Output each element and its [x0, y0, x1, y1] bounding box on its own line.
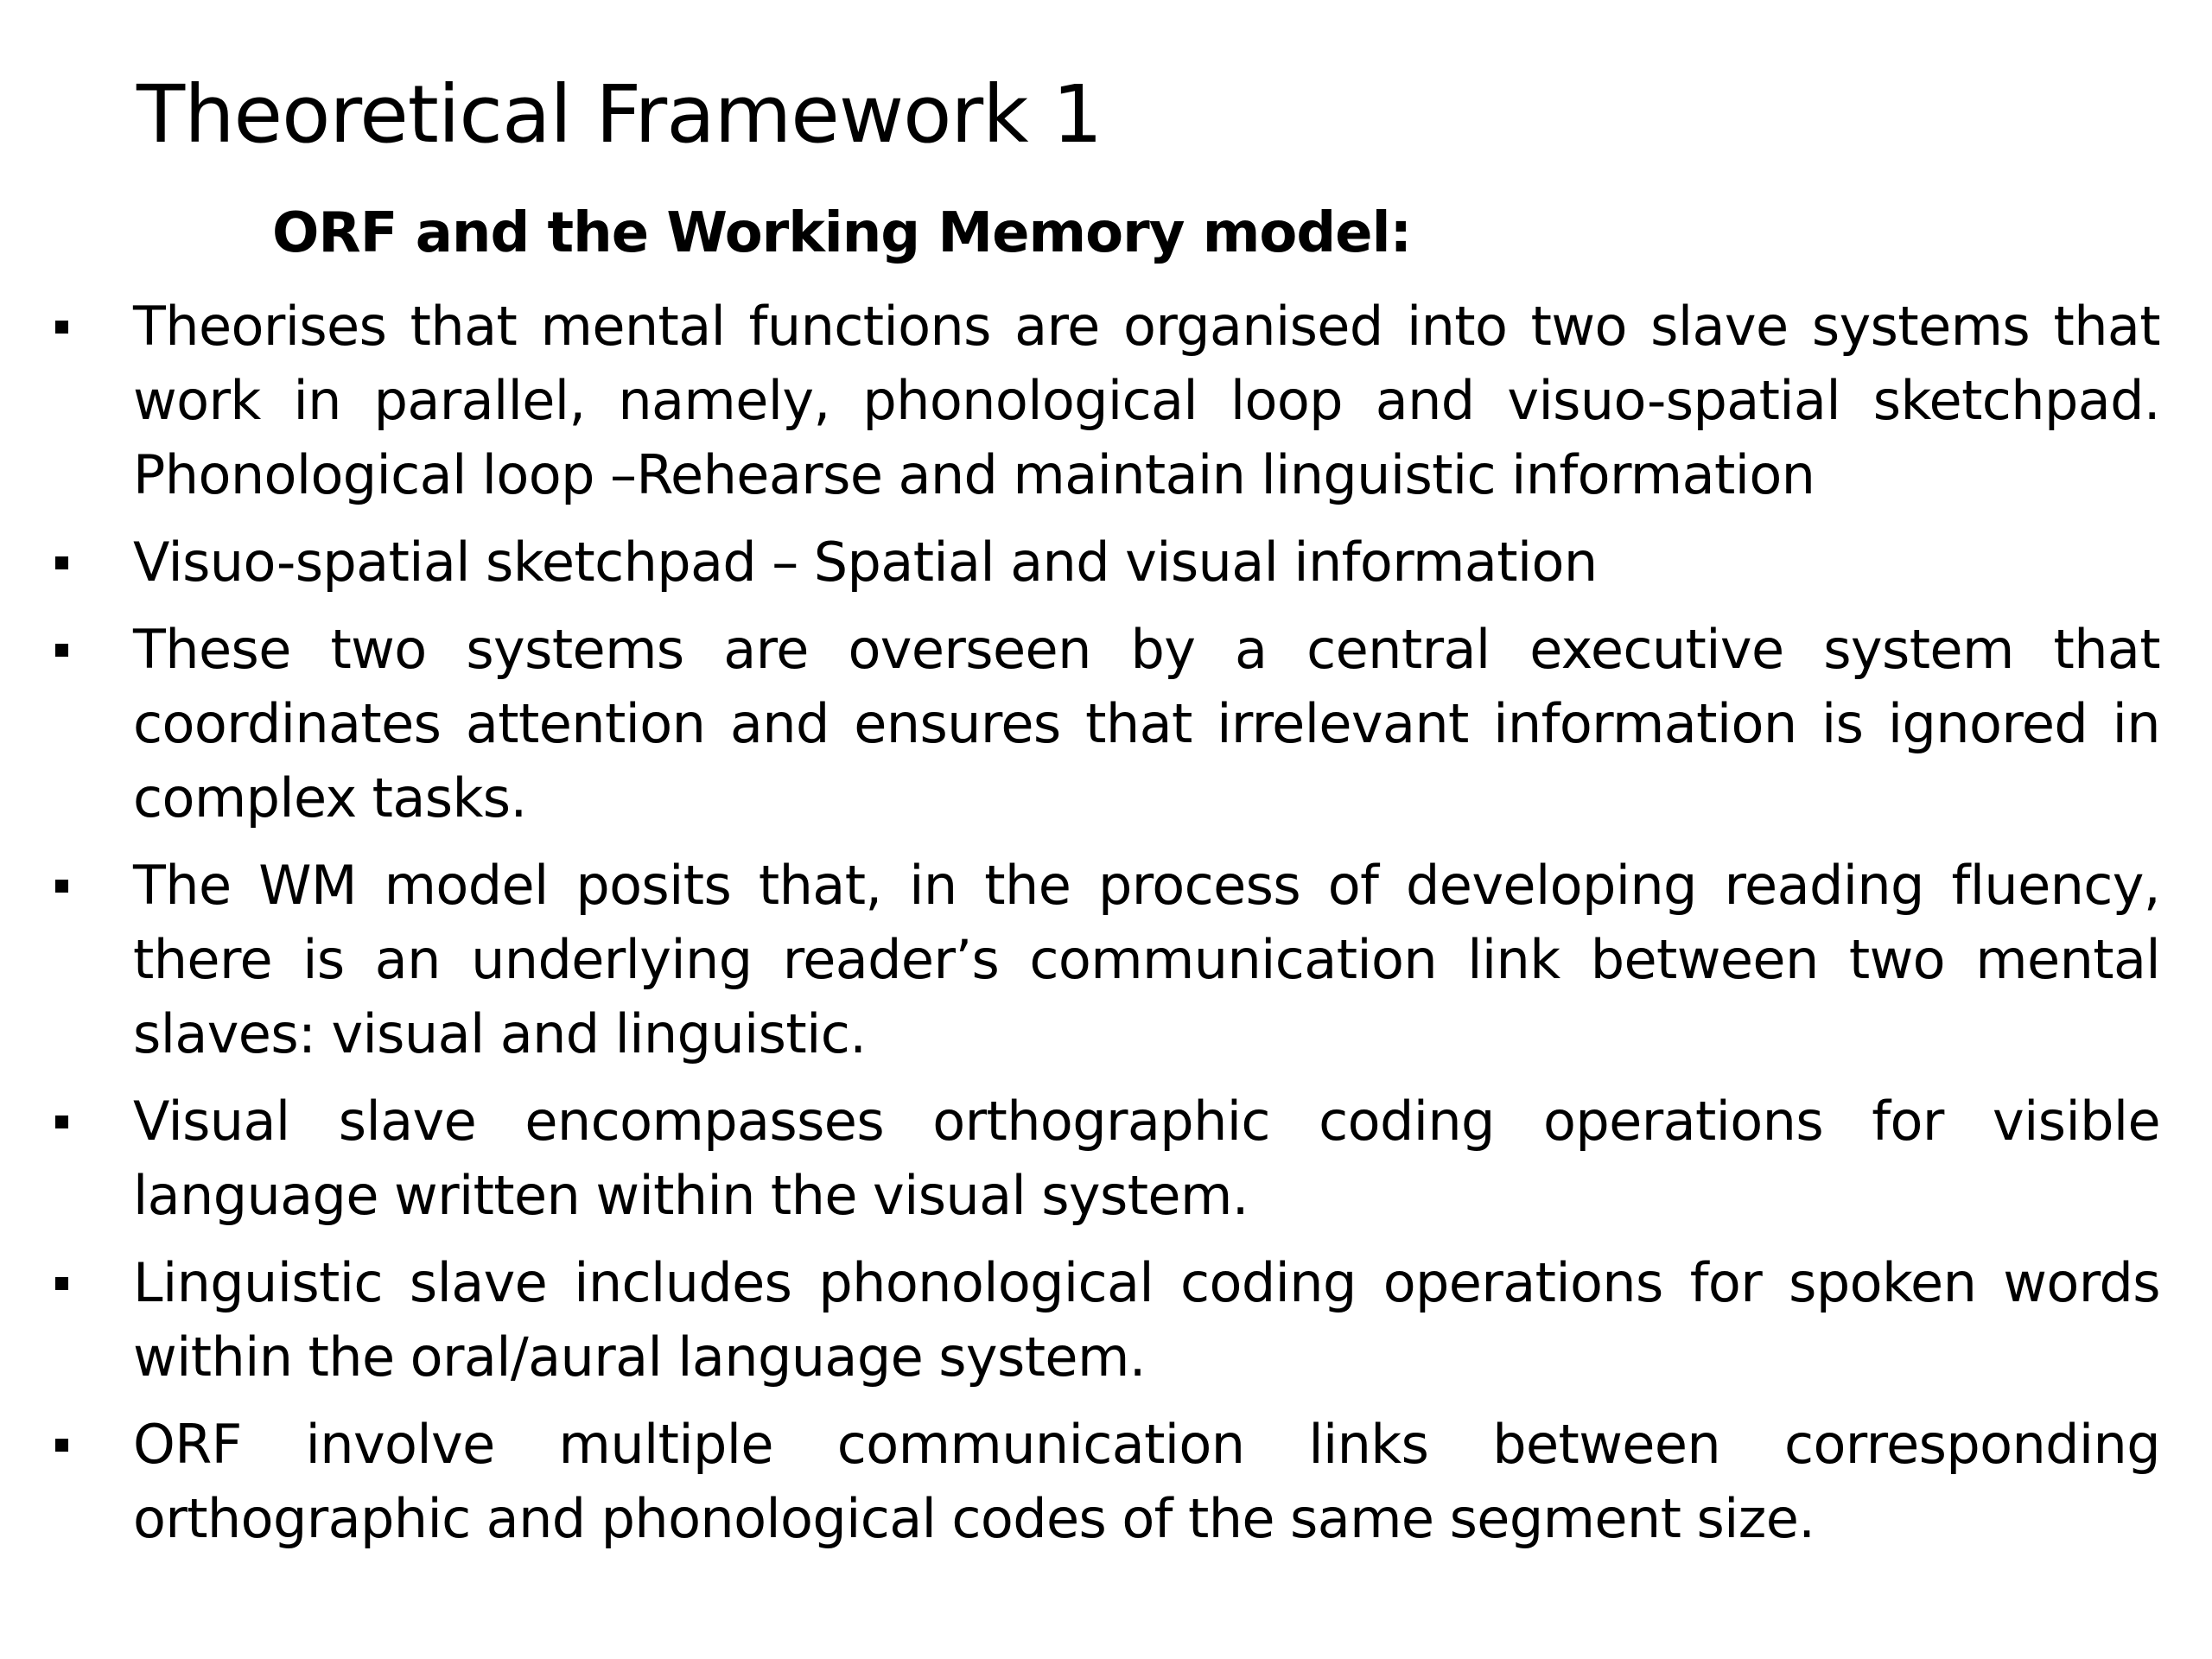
bullet-text: ORF involve multiple communication links between corresponding orthographic and phonological codes of the same segment size. — [133, 1413, 2160, 1550]
square-bullet-icon — [55, 321, 68, 334]
bullet-list — [0, 289, 2212, 1569]
square-bullet-icon — [55, 880, 68, 893]
slide-subtitle: ORF and the Working Memory model: — [272, 201, 1412, 265]
bullet-text: Visuo-spatial sketchpad – Spatial and visual information — [133, 531, 1598, 594]
bullet-item — [0, 525, 2212, 600]
bullet-text: The WM model posits that, in the process of developing reading fluency, there is an underlying reader’s communication link between two mental slaves: visual and linguistic. — [133, 854, 2160, 1065]
bullet-text: Linguistic slave includes phonological coding operations for spoken words within the oral/aural language system. — [133, 1251, 2160, 1389]
square-bullet-icon — [55, 556, 68, 569]
bullet-item — [0, 613, 2212, 836]
bullet-text: Theorises that mental functions are organised into two slave systems that work in parallel, namely, phonological loop and visuo-spatial sketchpad. Phonological loop –Rehearse and maintain linguistic information — [133, 295, 2160, 506]
square-bullet-icon — [55, 1439, 68, 1452]
bullet-item — [0, 1408, 2212, 1556]
square-bullet-icon — [55, 1277, 68, 1290]
slide-title: Theoretical Framework 1 — [137, 68, 1103, 161]
bullet-item — [0, 849, 2212, 1071]
bullet-item — [0, 289, 2212, 512]
bullet-item — [0, 1246, 2212, 1395]
square-bullet-icon — [55, 1116, 68, 1128]
bullet-text: Visual slave encompasses orthographic coding operations for visible language written within the visual system. — [133, 1090, 2160, 1227]
bullet-item — [0, 1084, 2212, 1233]
bullet-text: These two systems are overseen by a central executive system that coordinates attention and ensures that irrelevant information is ignored in complex tasks. — [133, 618, 2160, 830]
square-bullet-icon — [55, 644, 68, 657]
